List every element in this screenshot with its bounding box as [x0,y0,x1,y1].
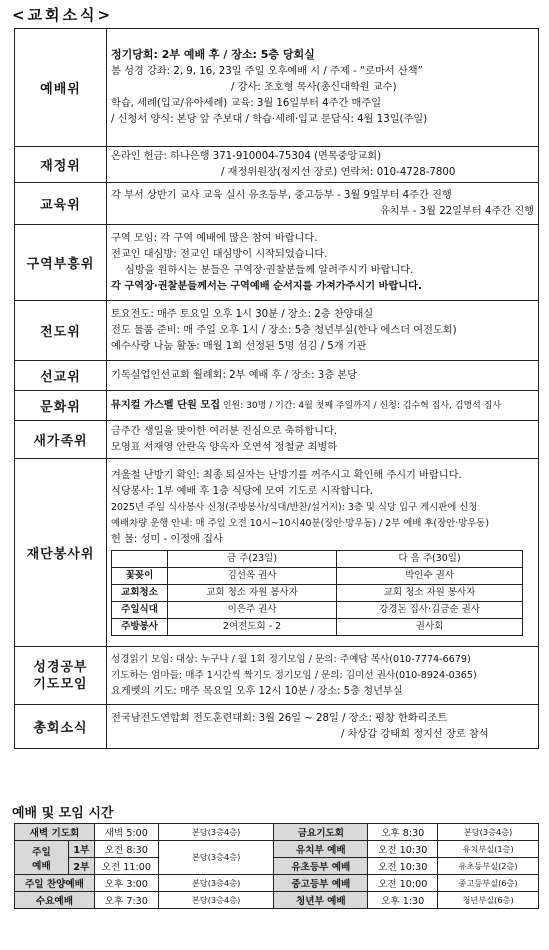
schedule-place: 유초등부실(2층) [438,858,539,875]
schedule-row [15,858,539,875]
schedule-place: 본당(3층4층) [158,892,274,909]
bible-line: 성경읽기 모임: 대상: 누구나 / 월 1회 정기모임 / 문의: 주예담 목사(010-7774-6679) [111,653,471,665]
section-worship [15,29,539,147]
evangelism-line: 전도 물품 준비: 매 주일 오후 1시 / 장소: 5층 청년부실(한나 에스더 여전도회) [111,324,457,336]
worship-line: / 신청서 양식: 본당 앞 주보대 / 학습·세례·입교 문답식: 4월 13일(주일) [111,114,428,125]
finance-line: 온라인 헌금: 하나은행 371-910004-75304 (면목중앙교회) [111,150,382,162]
schedule-name: 유초등부 예배 [274,858,368,875]
schedule-place: 중고등부실(6층) [438,875,539,892]
service-line: 헌 물: 성미 - 이정애 집사 [111,533,223,545]
service-line: 2025년 주일 식사봉사 신청(주방봉사/식대/반찬/설거지): 3층 및 식당 입구 게시판에 신청 [111,501,478,513]
duty-label: 꽃꽂이 [112,567,168,584]
worship-line: 학습, 세례(입교/유아세례) 교육: 3월 16일부터 4주간 매주일 [111,98,382,109]
schedule-part: 2부 [68,858,94,875]
section-bible [15,647,539,705]
education-line: 각 부서 상반기 교사 교육 실시 유초등부, 중고등부 - 3월 9일부터 4주간 진행 [111,189,452,201]
general-line: / 차상갑 강태희 정지선 장로 참석 [341,728,489,740]
schedule-row [15,824,539,841]
schedule-name: 유치부 예배 [274,841,368,858]
duty-row [112,584,523,601]
section-newfamily [15,421,539,459]
schedule-row [15,892,539,909]
schedule-time: 오후 8:30 [368,824,438,841]
schedule-time: 오전 10:30 [368,858,438,875]
duty-label: 주방봉사 [112,618,168,635]
schedule-time: 오전 8:30 [94,841,158,858]
duty-header-this-week: 금 주(23일) [168,550,337,567]
duty-cell: 강경돈 집사·김금순 권사 [337,601,523,618]
schedule-time: 오전 11:00 [94,858,158,875]
duty-cell: 권사회 [337,618,523,635]
duty-cell: 김선옥 권사 [168,567,337,584]
duty-header-next-week: 다 음 주(30일) [337,550,523,567]
duty-row [112,601,523,618]
section-culture [15,391,539,421]
section-finance [15,147,539,183]
schedule-name: 새벽 기도회 [15,824,95,841]
duty-cell: 교회 청소 자원 봉사자 [337,584,523,601]
schedule-name: 중고등부 예배 [274,875,368,892]
section-label: 전도위 [15,301,107,361]
schedule-time: 오후 1:30 [368,892,438,909]
service-line: 겨울철 난방기 확인: 최종 퇴실자는 난방기를 꺼주시고 확인해 주시기 바랍니다. [111,469,462,481]
bible-line: 요게벳의 기도: 매주 목요일 오후 12시 10분 / 장소: 5층 청년부실 [111,685,403,697]
section-label: 문화위 [15,391,107,421]
schedule-place: 본당(3층4층) [158,841,274,875]
section-label: 교육위 [15,183,107,225]
section-service [15,459,539,647]
duty-row [112,618,523,635]
section-label: 구역부흥위 [15,225,107,301]
newfamily-line: 모영표 서재영 안란옥 양옥자 오연석 정철균 최병하 [111,441,338,453]
schedule-table [14,823,539,909]
schedule-place: 청년부실(6층) [438,892,539,909]
district-line: 각 구역장·권찰분들께서는 구역예배 순서지를 가져가주시기 바랍니다. [111,280,422,292]
section-label: 총회소식 [15,705,107,749]
duty-cell: 이은주 권사 [168,601,337,618]
schedule-name: 주일 찬양예배 [15,875,95,892]
schedule-name: 수요예배 [15,892,95,909]
schedule-time: 새벽 5:00 [94,824,158,841]
section-district [15,225,539,301]
schedule-place: 유치부실(1층) [438,841,539,858]
schedule-row [15,875,539,892]
schedule-part: 1부 [68,841,94,858]
service-line: 식당봉사: 1부 예배 후 1층 식당에 모여 기도로 시작합니다. [111,485,374,497]
duty-row [112,567,523,584]
section-label: 재단봉사위 [15,459,107,647]
schedule-title: 예배 및 모임 시간 [12,806,114,821]
duty-cell: 박인수 권사 [337,567,523,584]
newfamily-line: 금주간 생일을 맞이한 여러분 진심으로 축하합니다. [111,425,338,437]
schedule-name: 주일 예배 [15,841,69,875]
section-mission [15,361,539,391]
schedule-place: 본당(3층4층) [158,824,274,841]
general-line: 전국남전도연합회 전도훈련대회: 3월 26일 ~ 28일 / 장소: 평창 한화리조트 [111,712,448,724]
district-line: 구역 모임: 각 구역 예배에 많은 참여 바랍니다. [111,232,318,244]
service-duty-table [111,550,523,636]
mission-line: 기독실업인선교회 월례회: 2부 예배 후 / 장소: 3층 본당 [111,369,357,381]
schedule-time: 오후 3:00 [94,875,158,892]
evangelism-line: 토요전도: 매주 토요일 오후 1시 30분 / 장소: 2층 찬양대실 [111,308,374,320]
schedule-time: 오후 7:30 [94,892,158,909]
duty-cell: 2여전도회 - 2 [168,618,337,635]
section-label: 재정위 [15,147,107,183]
worship-line: / 강사: 조호형 목사(총신대학원 교수) [231,82,397,93]
worship-line: 봄 성경 강좌: 2, 9, 16, 23일 주일 오후예배 시 / 주제 - “로마서 산책” [111,66,423,77]
evangelism-line: 예수사랑 나눔 활동: 매월 1회 선정된 5명 섬김 / 5개 기관 [111,340,367,352]
duty-label: 교회청소 [112,584,168,601]
bible-line: 기도하는 엄마들: 매주 1시간씩 짝기도 정기모임 / 문의: 김미선 권사(010-8924-0365) [111,669,477,681]
schedule-place: 본당(3층4층) [158,875,274,892]
section-label: 선교위 [15,361,107,391]
section-label: 새가족위 [15,421,107,459]
finance-line: / 재정위원장(정지선 장로) 연락처: 010-4728-7800 [221,166,456,178]
worship-line: 정기당회: 2부 예배 후 / 장소: 5층 당회실 [111,48,315,61]
section-label: 예배위 [15,29,107,147]
schedule-time: 오전 10:00 [368,875,438,892]
duty-cell: 교회 청소 자원 봉사자 [168,584,337,601]
district-line: 전교인 대심방: 전교인 대심방이 시작되었습니다. [111,248,328,260]
culture-detail: 인원: 30명 / 기간: 4월 첫째 주일까지 / 신청: 김수혁 집사, 김명석 집사 [220,400,502,411]
section-education [15,183,539,225]
schedule-row [15,841,539,858]
church-news-table [14,28,539,749]
section-evangelism [15,301,539,361]
district-line: 심방을 원하시는 분들은 구역장·권찰분들께 알려주시기 바랍니다. [125,264,414,276]
section-label: 성경공부 기도모임 [15,647,107,705]
section-general [15,705,539,749]
service-line: 예배차량 운행 안내: 매 주일 오전 10시~10시40분(장안·망우동) / 2부 예배 후(장안·망우동) [111,517,490,529]
schedule-name: 청년부 예배 [274,892,368,909]
culture-title: 뮤지컬 가스펠 단원 모집 [111,399,221,411]
schedule-place: 본당(3층4층) [438,824,539,841]
duty-label: 주일식대 [112,601,168,618]
schedule-time: 오전 10:30 [368,841,438,858]
education-line: 유치부 - 3월 22일부터 4주간 진행 [379,205,534,217]
news-title: <교회소식> [12,6,114,24]
schedule-name: 금요기도회 [274,824,368,841]
